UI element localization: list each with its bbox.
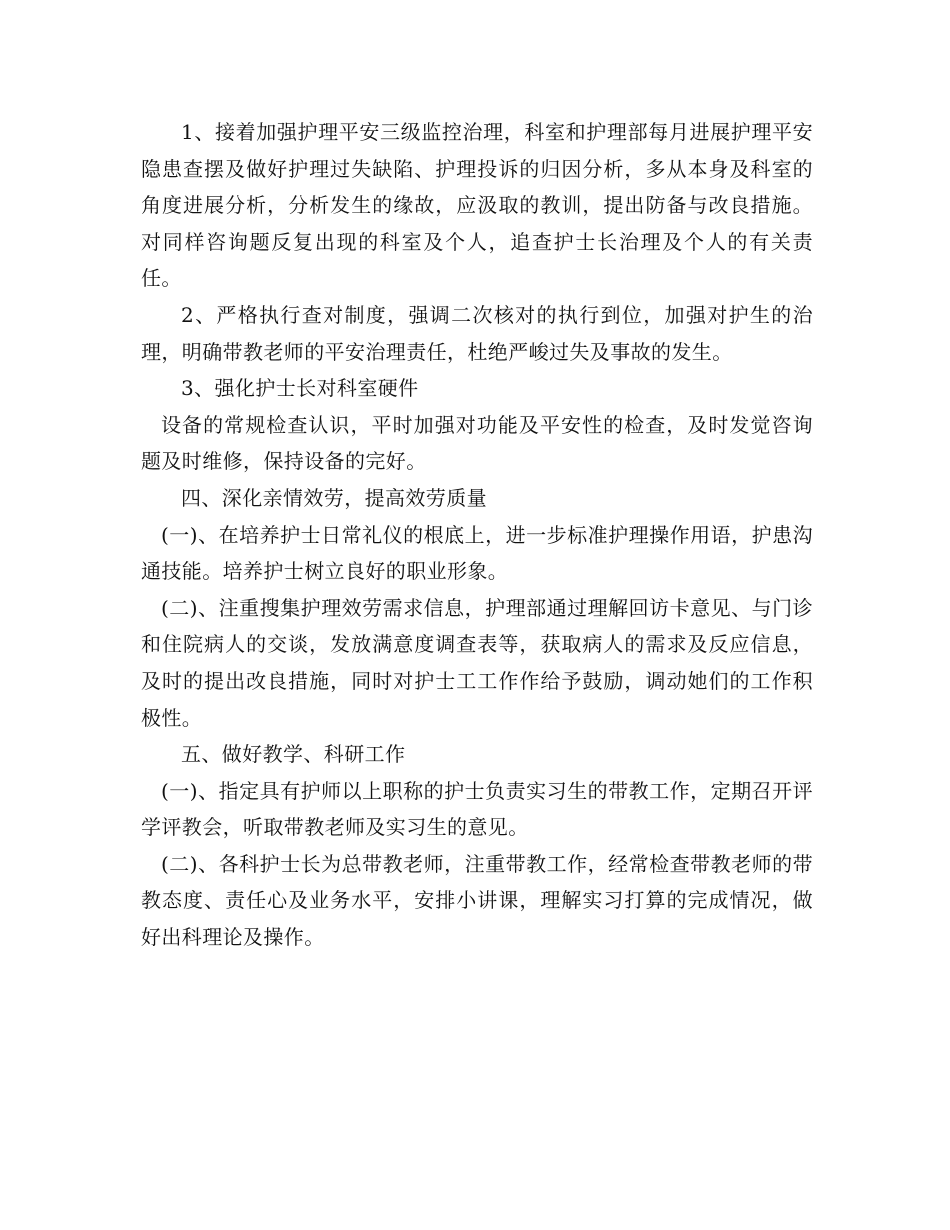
- paragraph-6: (二)、注重搜集护理效劳需求信息，护理部通过理解回访卡意见、与门诊和住院病人的交谈，发放满意度调查表等，获取病人的需求及反应信息，及时的提出改良措施，同时对护士工工作作给予鼓励，调动她们的工作积极性。: [141, 595, 813, 730]
- paragraph-1: 1、接着加强护理平安三级监控治理，科室和护理部每月进展护理平安隐患查摆及做好护理过失缺陷、护理投诉的归因分析，多从本身及科室的角度进展分析，分析发生的缘故，应汲取的教训，提出防备与改良措施。对同样咨询题反复出现的科室及个人，追查护士长治理及个人的有关责任。: [141, 120, 813, 291]
- section-heading-4: 四、深化亲情效劳，提高效劳质量: [181, 485, 487, 510]
- section-heading-5: 五、做好教学、科研工作: [181, 742, 406, 767]
- paragraph-2: 2、严格执行查对制度，强调二次核对的执行到位，加强对护生的治理，明确带教老师的平安治理责任，杜绝严峻过失及事故的发生。: [141, 302, 813, 364]
- paragraph-3: 3、强化护士长对科室硬件: [181, 376, 419, 401]
- paragraph-8: (二)、各科护士长为总带教老师，注重带教工作，经常检查带教老师的带教态度、责任心及业务水平，安排小讲课，理解实习打算的完成情况，做好出科理论及操作。: [141, 851, 813, 950]
- paragraph-7: (一)、指定具有护师以上职称的护士负责实习生的带教工作，定期召开评学评教会，听取带教老师及实习生的意见。: [141, 778, 813, 840]
- paragraph-5: (一)、在培养护士日常礼仪的根底上，进一步标准护理操作用语，护患沟通技能。培养护士树立良好的职业形象。: [141, 522, 813, 584]
- paragraph-4: 设备的常规检查认识，平时加强对功能及平安性的检查，及时发觉咨询题及时维修，保持设备的完好。: [141, 412, 813, 474]
- document-body: [141, 114, 813, 956]
